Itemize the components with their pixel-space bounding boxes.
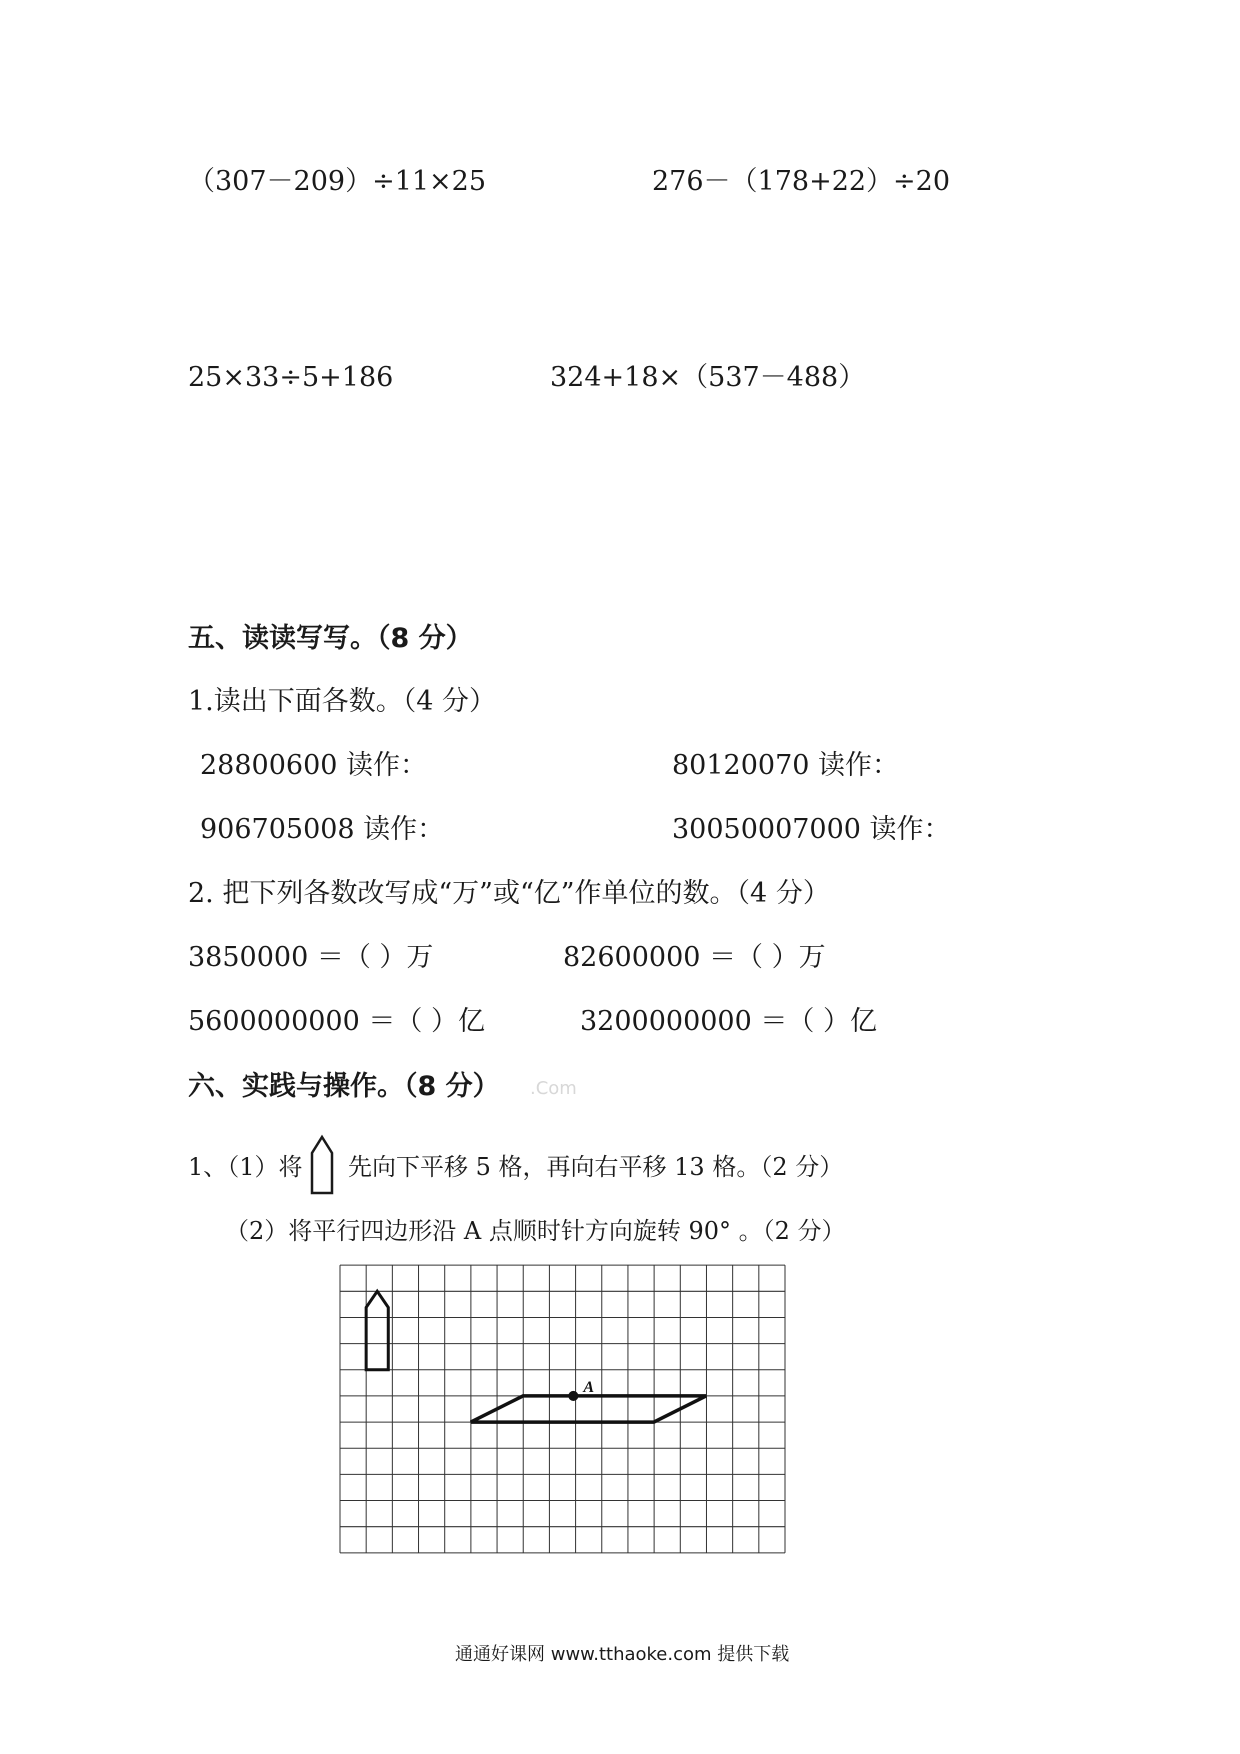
- parallelogram-shape: [471, 1396, 706, 1422]
- rewrite-item-2: 82600000 ＝（ ）万: [563, 942, 826, 973]
- grid-figure: [340, 1264, 785, 1554]
- expression-4: 324+18×（537－488）: [550, 362, 866, 393]
- section-5-q2-title: 2. 把下列各数改写成“万”或“亿”作单位的数。（4 分）: [188, 878, 830, 909]
- section-5-title: 五、读读写写。（8 分）: [188, 623, 473, 654]
- expression-1: （307－209）÷11×25: [188, 166, 487, 197]
- read-item-1: 28800600 读作：: [200, 750, 428, 781]
- section-5-q1-title: 1.读出下面各数。（4 分）: [188, 686, 497, 717]
- section-6-q2-text: （2）将平行四边形沿 A 点顺时针方向旋转 90° 。（2 分）: [225, 1217, 846, 1245]
- read-item-3: 906705008 读作：: [200, 814, 445, 845]
- watermark-text: .Com: [530, 1078, 577, 1099]
- section-6-q1-prefix: 1、（1）将: [188, 1153, 303, 1181]
- rewrite-item-3: 5600000000 ＝（ ）亿: [188, 1006, 485, 1037]
- pencil-shape-icon: [310, 1135, 334, 1195]
- read-item-4: 30050007000 读作：: [672, 814, 951, 845]
- parallelogram: [473, 1396, 704, 1422]
- point-a-label: A: [583, 1378, 595, 1396]
- point-a: [568, 1391, 578, 1401]
- expression-2: 276－（178+22）÷20: [652, 166, 951, 197]
- footer-text: 通通好课网 www.tthaoke.com 提供下载: [455, 1644, 790, 1665]
- rewrite-item-1: 3850000 ＝（ ）万: [188, 942, 434, 973]
- rewrite-item-4: 3200000000 ＝（ ）亿: [580, 1006, 877, 1037]
- section-6-q1-text: 先向下平移 5 格，再向右平移 13 格。（2 分）: [348, 1153, 844, 1181]
- expression-3: 25×33÷5+186: [188, 362, 394, 393]
- read-item-2: 80120070 读作：: [672, 750, 900, 781]
- pencil-shape: [366, 1291, 388, 1369]
- section-6-title: 六、实践与操作。（8 分）: [188, 1071, 500, 1102]
